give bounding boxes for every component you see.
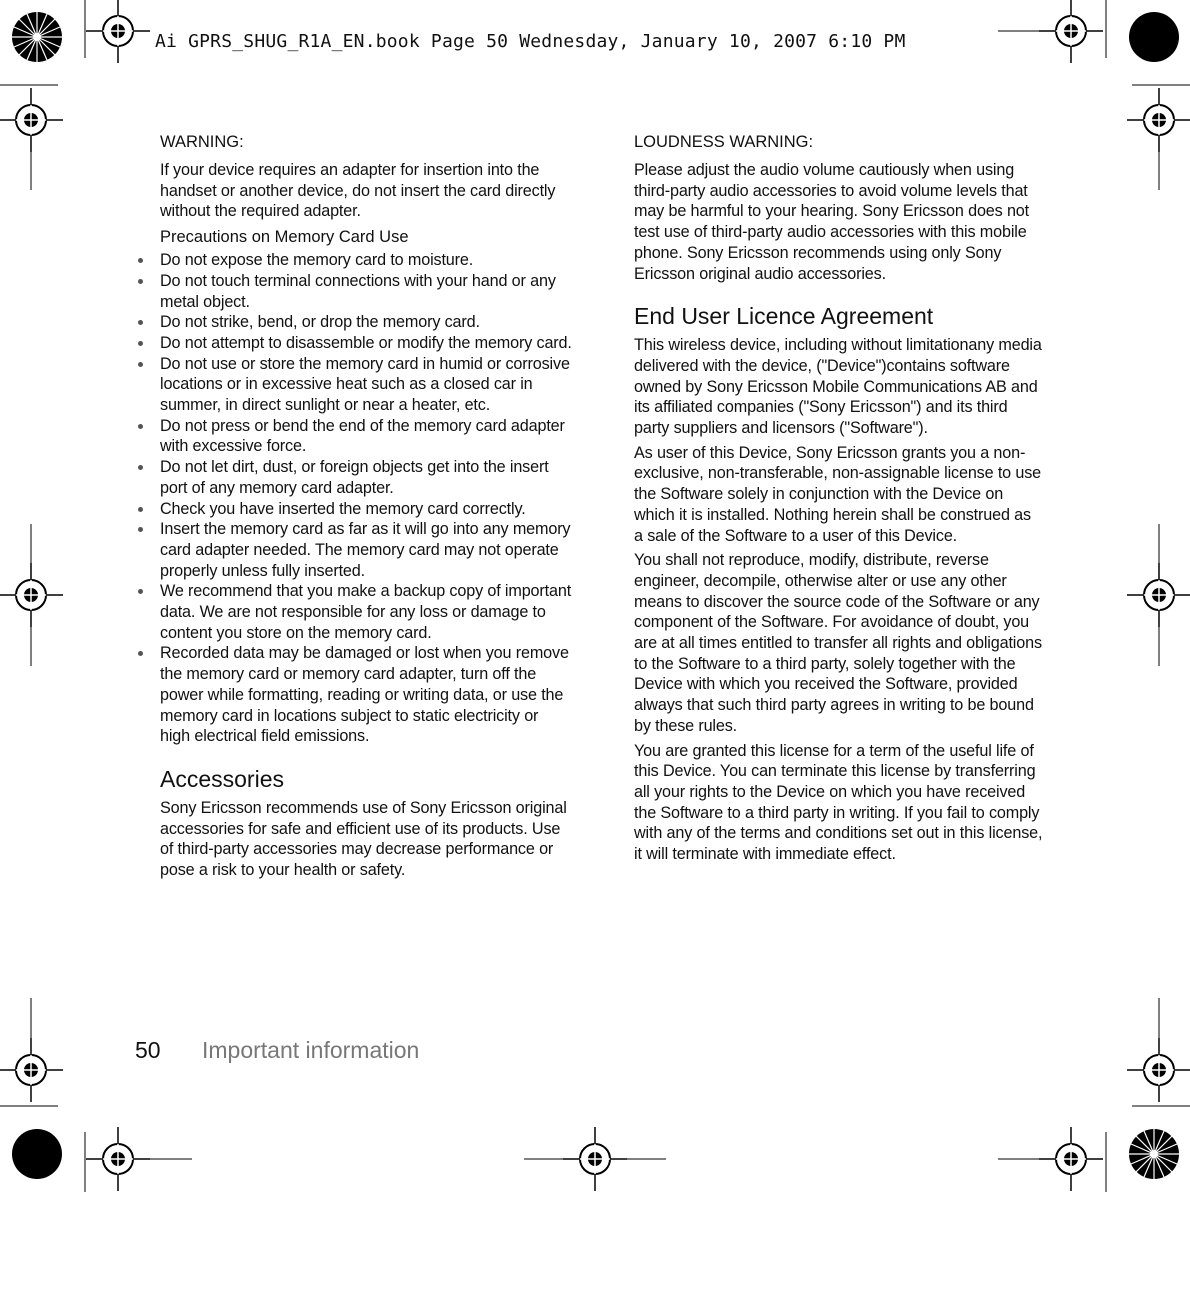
list-item: Do not touch terminal connections with your hand or any metal object. (160, 271, 572, 312)
list-item: We recommend that you make a backup copy of important data. We are not responsible for any loss or damage to content you store on the memory card. (160, 582, 572, 642)
list-item: Check you have inserted the memory card correctly. (160, 499, 572, 520)
eula-paragraph: You shall not reproduce, modify, distribute, reverse engineer, decompile, otherwise alter or use any other means to discover the source code of the Software or any component of the Software. For avoidance of doubt, you are at all times entitled to transfer all rights and obligations to the Software to a third party, solely together with the Device with which you received the Software, provided always that such third party agrees in writing to be bound by these rules. (634, 551, 1042, 735)
precautions-heading: Precautions on Memory Card Use (160, 228, 409, 247)
star-target-bottom-right (1129, 1129, 1179, 1179)
print-slug-header: Ai GPRS_SHUG_R1A_EN.book Page 50 Wednesday, January 10, 2007 6:10 PM (155, 31, 906, 52)
running-footer-title: Important information (202, 1037, 420, 1063)
list-item: Do not let dirt, dust, or foreign objects get into the insert port of any memory card adapter. (160, 457, 572, 498)
star-target-top-left (12, 12, 62, 62)
solid-dot-bottom-left (12, 1129, 62, 1179)
list-item: Insert the memory card as far as it will go into any memory card adapter needed. The memory card may not operate properly unless fully inserted. (160, 520, 571, 580)
accessories-heading: Accessories (160, 765, 284, 792)
eula-paragraph: You are granted this license for a term of the useful life of this Device. You can terminate this license by transferring all your rights to the Device on which you have received the Software to a third party in writing. If you fail to comply with any of the terms and conditions set out in this license, it will terminate with immediate effect. (634, 741, 1043, 864)
list-item: Recorded data may be damaged or lost when you remove the memory card or memory card adapter, turn off the power while formatting, reading or writing data, or use the memory card in locations subject to static electricity or high electrical field emissions. (160, 643, 572, 747)
registration-mark (563, 1127, 627, 1191)
accessories-text: Sony Ericsson recommends use of Sony Ericsson original accessories for safe and efficient use of its products. Use of third-party accessories may decrease performance or pose a risk to your health or safety. (160, 798, 567, 880)
registration-mark (1127, 563, 1190, 627)
registration-mark (0, 88, 63, 152)
eula-paragraph: As user of this Device, Sony Ericsson grants you a non-exclusive, non-transferable, non-assignable license to use the Software solely in conjunction with the Device on which it is installed. Nothing herein shall be construed as a sale of the Software to a user of this Device. (634, 443, 1042, 545)
page-number: 50 (135, 1037, 161, 1063)
right-column (634, 132, 1044, 869)
loudness-warning-text: Please adjust the audio volume cautiously when using third-party audio accessories to avoid volume levels that may be harmful to your hearing. Sony Ericsson does not test use of third-party audio accessories with this mobile phone. Sony Ericsson recommends using only Sony Ericsson original audio accessories. (634, 161, 1029, 283)
list-item: Do not use or store the memory card in humid or corrosive locations or in excessive heat such as a closed car in summer, in direct sunlight or near a heater, etc. (160, 354, 572, 416)
registration-mark (86, 1127, 150, 1191)
left-column (160, 132, 572, 885)
list-item: Do not strike, bend, or drop the memory card. (160, 312, 572, 333)
precautions-list (160, 250, 572, 747)
registration-mark (1039, 0, 1103, 63)
list-item: Do not attempt to disassemble or modify the memory card. (160, 333, 572, 352)
registration-mark (86, 0, 150, 63)
registration-mark (0, 1038, 63, 1102)
list-item: Do not expose the memory card to moisture. (160, 250, 572, 271)
registration-mark (0, 563, 63, 627)
eula-heading: End User Licence Agreement (634, 303, 934, 330)
warning-text: If your device requires an adapter for insertion into the handset or another device, do not insert the card directly without the required adapter. (160, 161, 556, 221)
warning-label: WARNING: (160, 133, 244, 151)
registration-mark (1127, 88, 1190, 152)
registration-mark (1127, 1038, 1190, 1102)
eula-paragraph: This wireless device, including without limitationany media delivered with the device, ("Device")contains software owned by Sony Ericsson Mobile Communications AB and its affiliated companies ("Sony Ericsson") and its third party suppliers and licensors ("Software"). (634, 336, 1042, 438)
registration-mark (1039, 1127, 1103, 1191)
loudness-warning-label: LOUDNESS WARNING: (634, 133, 814, 151)
solid-dot-top-right (1129, 12, 1179, 62)
list-item: Do not press or bend the end of the memory card adapter with excessive force. (160, 416, 572, 457)
